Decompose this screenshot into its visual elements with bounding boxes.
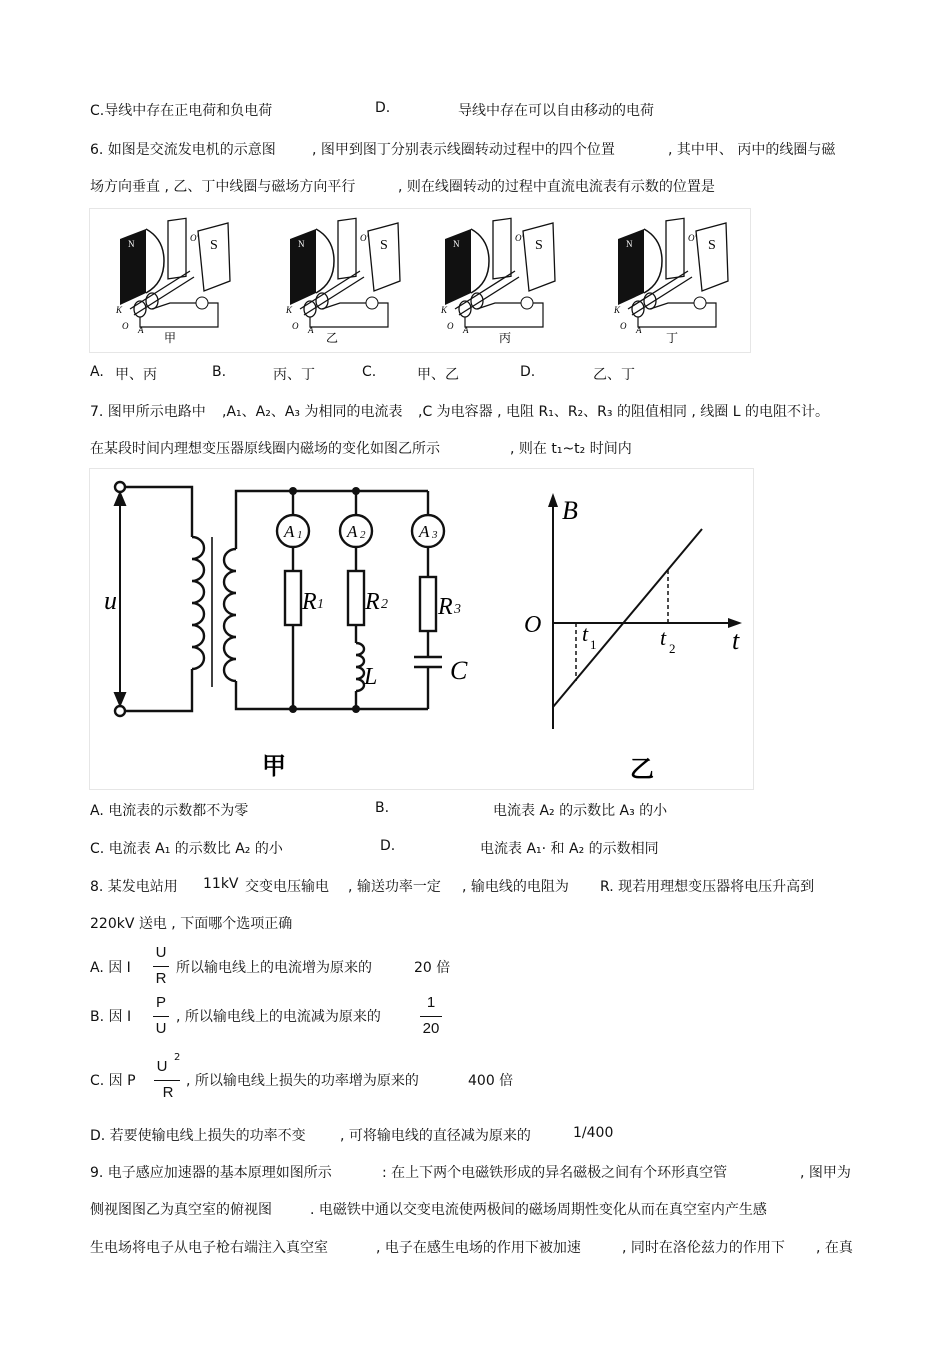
q6-option-a-label: A. xyxy=(90,364,104,380)
q8-stem-2: 220kV 送电 , 下面哪个选项正确 xyxy=(90,916,293,932)
svg-text:1: 1 xyxy=(590,637,597,652)
graph-caption: 乙 xyxy=(630,757,654,783)
q9-stem-3c: , 同时在洛伦兹力的作用下 xyxy=(622,1240,785,1256)
q8-b-numerator: P xyxy=(155,994,166,1011)
q6-option-b-label: B. xyxy=(212,364,227,380)
q8-option-b-pre: B. 因 I xyxy=(90,1009,132,1025)
q8-stem-1c: 交变电压输电 xyxy=(245,879,329,895)
q8-c-fraction-bar xyxy=(154,1080,180,1081)
q8-b-fraction-bar xyxy=(153,1016,169,1017)
graph-axis-b: B xyxy=(562,496,578,525)
q5-option-d-text: 导线中存在可以自由移动的电荷 xyxy=(458,103,654,119)
q8-stem-1d: , 输送功率一定 xyxy=(348,879,441,895)
q6-stem-1a: 6. 如图是交流发电机的示意图 xyxy=(90,142,276,158)
svg-text:N: N xyxy=(128,239,135,249)
q9-stem-3d: , 在真 xyxy=(816,1240,853,1256)
q7-option-c: C. 电流表 A₁ 的示数比 A₂ 的小 xyxy=(90,841,283,857)
q8-option-a-pre: A. 因 I xyxy=(90,960,131,976)
panel-label-yi: 乙 xyxy=(325,331,339,345)
q8-c-numerator: U xyxy=(156,1058,168,1075)
q5-option-c: C.导线中存在正电荷和负电荷 xyxy=(90,103,273,119)
q7-stem-1c: ,C 为电容器 , 电阻 R₁、R₂、R₃ 的阻值相同 , 线圈 L 的电阻不计。 xyxy=(418,404,829,420)
q5-option-d-label: D. xyxy=(375,100,391,116)
q7-option-b-text: 电流表 A₂ 的示数比 A₃ 的小 xyxy=(493,803,668,819)
q8-option-c-value: 400 倍 xyxy=(468,1073,514,1089)
q8-option-c-pre: C. 因 P xyxy=(90,1073,136,1089)
q8-option-d-text: D. 若要使输电线上损失的功率不变 xyxy=(90,1128,306,1144)
q7-stem-2a: 在某段时间内理想变压器原线圈内磁场的变化如图乙所示 xyxy=(90,441,440,457)
q9-stem-2b: . 电磁铁中通以交变电流使两极间的磁场周期性变化从而在真空室内产生感 xyxy=(310,1202,767,1218)
q8-a-fraction-bar xyxy=(153,966,169,967)
q7-option-b-label: B. xyxy=(375,800,390,816)
capacitor-c: C xyxy=(450,656,468,685)
panel-label-jia: 甲 xyxy=(163,331,177,345)
q8-option-b-post: , 所以输电线上的电流减为原来的 xyxy=(176,1009,381,1025)
graph-axis-t: t xyxy=(732,626,740,655)
svg-text:O: O xyxy=(122,321,129,331)
svg-text:K: K xyxy=(116,305,123,315)
circuit-and-graph-figure: u A A A R R R L C 甲 B O t t 1 t 2 乙 1 2 3 1 2 3 xyxy=(89,468,754,790)
q6-stem-1b: , 图甲到图丁分别表示线圈转动过程中的四个位置 xyxy=(312,142,615,158)
svg-text:O′: O′ xyxy=(190,233,199,243)
q9-stem-2a: 侧视图图乙为真空室的俯视图 xyxy=(90,1202,272,1218)
ammeter-a3: A xyxy=(419,522,430,541)
q6-stem-2a: 场方向垂直 , 乙、丁中线圈与磁场方向平行 xyxy=(90,179,356,195)
q6-option-b-text: 丙、丁 xyxy=(273,367,315,383)
panel-label-ding: 丁 xyxy=(665,331,679,345)
generator-figure xyxy=(89,208,751,353)
q7-stem-1a: 7. 图甲所示电路中 xyxy=(90,404,206,420)
q8-stem-1b: 11kV xyxy=(203,876,239,892)
q6-option-d-text: 乙、丁 xyxy=(593,367,635,383)
q9-stem-3a: 生电场将电子从电子枪右端注入真空室 xyxy=(90,1240,328,1256)
q6-option-c-label: C. xyxy=(362,364,377,380)
generator-panel-jia xyxy=(115,218,230,335)
q9-stem-3b: , 电子在感生电场的作用下被加速 xyxy=(376,1240,581,1256)
graph-t2-label: t xyxy=(660,625,667,650)
q7-stem-2b: , 则在 t₁~t₂ 时间内 xyxy=(510,441,632,457)
q6-option-a-text: 甲、丙 xyxy=(115,367,157,383)
q8-a-denominator: R xyxy=(155,970,167,987)
q9-stem-1a: 9. 电子感应加速器的基本原理如图所示 xyxy=(90,1165,332,1181)
graph-origin: O xyxy=(524,612,542,638)
q8-b-value-numerator: 1 xyxy=(426,994,436,1011)
q8-c-superscript: 2 xyxy=(174,1052,181,1063)
ammeter-a1: A xyxy=(284,522,295,541)
q6-stem-1c: , 其中甲、 丙中的线圈与磁 xyxy=(668,142,836,158)
q7-option-d-text: 电流表 A₁· 和 A₂ 的示数相同 xyxy=(480,841,659,857)
q9-stem-1c: , 图甲为 xyxy=(800,1165,851,1181)
generator-diagram xyxy=(90,209,750,352)
q8-b-value-denominator: 20 xyxy=(422,1020,440,1037)
circuit-caption: 甲 xyxy=(262,754,286,780)
q7-stem-1b: ,A₁、A₂、A₃ 为相同的电流表 xyxy=(222,404,403,420)
q8-stem-1a: 8. 某发电站用 xyxy=(90,879,178,895)
panel-label-bing: 丙 xyxy=(498,331,512,345)
q9-stem-1b: : 在上下两个电磁铁形成的异名磁极之间有个环形真空管 xyxy=(382,1165,728,1181)
q7-option-d-label: D. xyxy=(380,838,396,854)
q8-option-c-post: , 所以输电线上损失的功率增为原来的 xyxy=(186,1073,419,1089)
q8-c-denominator: R xyxy=(162,1084,174,1101)
q6-option-d-label: D. xyxy=(520,364,536,380)
q8-stem-1f: R. 现若用理想变压器将电压升高到 xyxy=(600,879,815,895)
circuit-diagram xyxy=(90,469,753,789)
inductor-l: L xyxy=(364,664,378,690)
svg-text:A: A xyxy=(138,325,144,335)
svg-text:S: S xyxy=(210,238,218,253)
graph-t1-label: t xyxy=(582,621,589,646)
q6-option-c-text: 甲、乙 xyxy=(417,367,459,383)
ammeter-a2: A xyxy=(347,522,358,541)
q8-a-numerator: U xyxy=(155,944,167,961)
resistor-r3: R xyxy=(438,594,453,620)
resistor-r2: R xyxy=(365,589,380,615)
q8-option-a-value: 20 倍 xyxy=(414,960,451,976)
resistor-r1: R xyxy=(302,589,317,615)
q8-stem-1e: , 输电线的电阻为 xyxy=(462,879,569,895)
q8-b-value-bar xyxy=(420,1016,442,1017)
label-u: u xyxy=(104,586,117,615)
q7-option-a: A. 电流表的示数都不为零 xyxy=(90,803,249,819)
q8-b-denominator: U xyxy=(155,1020,167,1037)
q8-option-d-text2: , 可将输电线的直径减为原来的 xyxy=(340,1128,531,1144)
q8-option-d-value: 1/400 xyxy=(573,1125,614,1141)
q8-option-a-post: 所以输电线上的电流增为原来的 xyxy=(176,960,372,976)
svg-text:2: 2 xyxy=(669,641,676,656)
q6-stem-2b: , 则在线圈转动的过程中直流电流表有示数的位置是 xyxy=(398,179,715,195)
